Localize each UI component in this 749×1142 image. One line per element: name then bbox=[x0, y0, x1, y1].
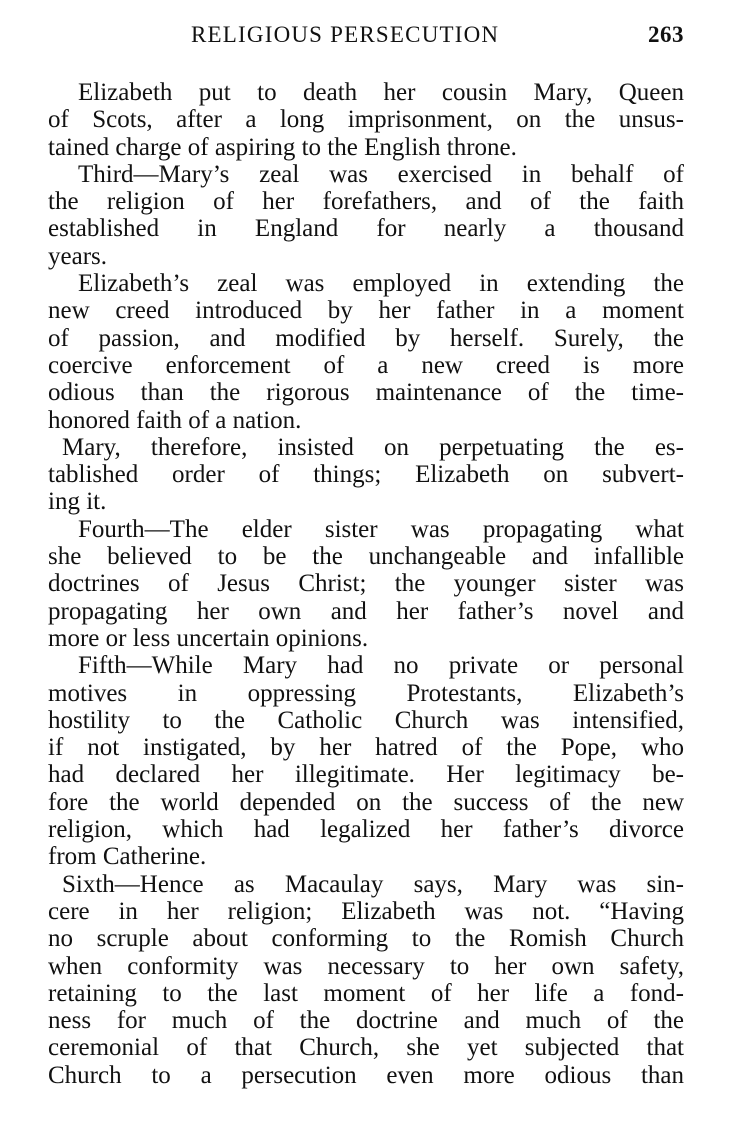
text-line: coercive enforcement of a new creed is more bbox=[48, 351, 684, 379]
text-line: more or less uncertain opinions. bbox=[48, 624, 369, 652]
text-line: Mary, therefore, insisted on perpetuating the es- bbox=[62, 433, 684, 461]
text-line: ceremonial of that Church, she yet subjected that bbox=[48, 1034, 684, 1062]
text-line: propagating her own and her father’s novel and bbox=[48, 597, 684, 625]
body-text bbox=[48, 79, 684, 1089]
text-line: Church to a persecution even more odious than bbox=[48, 1061, 684, 1089]
text-line: had declared her illegitimate. Her legitimacy be- bbox=[48, 761, 684, 789]
text-line: Third—Mary’s zeal was exercised in behalf of bbox=[78, 160, 684, 188]
text-line: established in England for nearly a thousand bbox=[48, 215, 684, 243]
text-line: tained charge of aspiring to the English throne. bbox=[48, 133, 517, 161]
text-line: Fourth—The elder sister was propagating what bbox=[78, 515, 684, 543]
text-line: if not instigated, by her hatred of the Pope, who bbox=[48, 734, 684, 762]
text-line: tablished order of things; Elizabeth on subvert- bbox=[48, 461, 684, 489]
text-line: Elizabeth’s zeal was employed in extending the bbox=[78, 270, 684, 298]
text-line: doctrines of Jesus Christ; the younger sister was bbox=[48, 570, 684, 598]
text-line: of Scots, after a long imprisonment, on the unsus- bbox=[48, 106, 684, 134]
text-line: Elizabeth put to death her cousin Mary, Queen bbox=[78, 79, 684, 106]
running-head bbox=[48, 20, 684, 50]
text-line: of passion, and modified by herself. Surely, the bbox=[48, 324, 684, 352]
text-line: Fifth—While Mary had no private or personal bbox=[78, 652, 684, 680]
text-line: no scruple about conforming to the Romish Church bbox=[48, 925, 684, 953]
text-line: hostility to the Catholic Church was intensified, bbox=[48, 706, 684, 734]
text-line: honored faith of a nation. bbox=[48, 406, 302, 434]
text-line: Sixth—Hence as Macaulay says, Mary was sin- bbox=[62, 870, 684, 898]
text-line: the religion of her forefathers, and of the faith bbox=[48, 188, 684, 216]
text-line: new creed introduced by her father in a moment bbox=[48, 297, 684, 325]
text-line: ing it. bbox=[48, 488, 107, 516]
text-line: fore the world depended on the success of the new bbox=[48, 788, 684, 816]
text-line: she believed to be the unchangeable and infallible bbox=[48, 543, 684, 571]
text-line: motives in oppressing Protestants, Elizabeth’s bbox=[48, 679, 684, 707]
text-line: from Catherine. bbox=[48, 843, 207, 871]
running-head-title: RELIGIOUS PERSECUTION bbox=[191, 22, 500, 47]
text-line: when conformity was necessary to her own safety, bbox=[48, 952, 684, 980]
text-line: years. bbox=[48, 242, 107, 270]
text-line: retaining to the last moment of her life a fond- bbox=[48, 979, 684, 1007]
text-line: cere in her religion; Elizabeth was not. “Having bbox=[48, 897, 684, 925]
page-number: 263 bbox=[648, 22, 684, 47]
text-line: ness for much of the doctrine and much of the bbox=[48, 1007, 684, 1035]
text-line: odious than the rigorous maintenance of the time- bbox=[48, 379, 684, 407]
text-line: religion, which had legalized her father’s divorce bbox=[48, 816, 684, 844]
